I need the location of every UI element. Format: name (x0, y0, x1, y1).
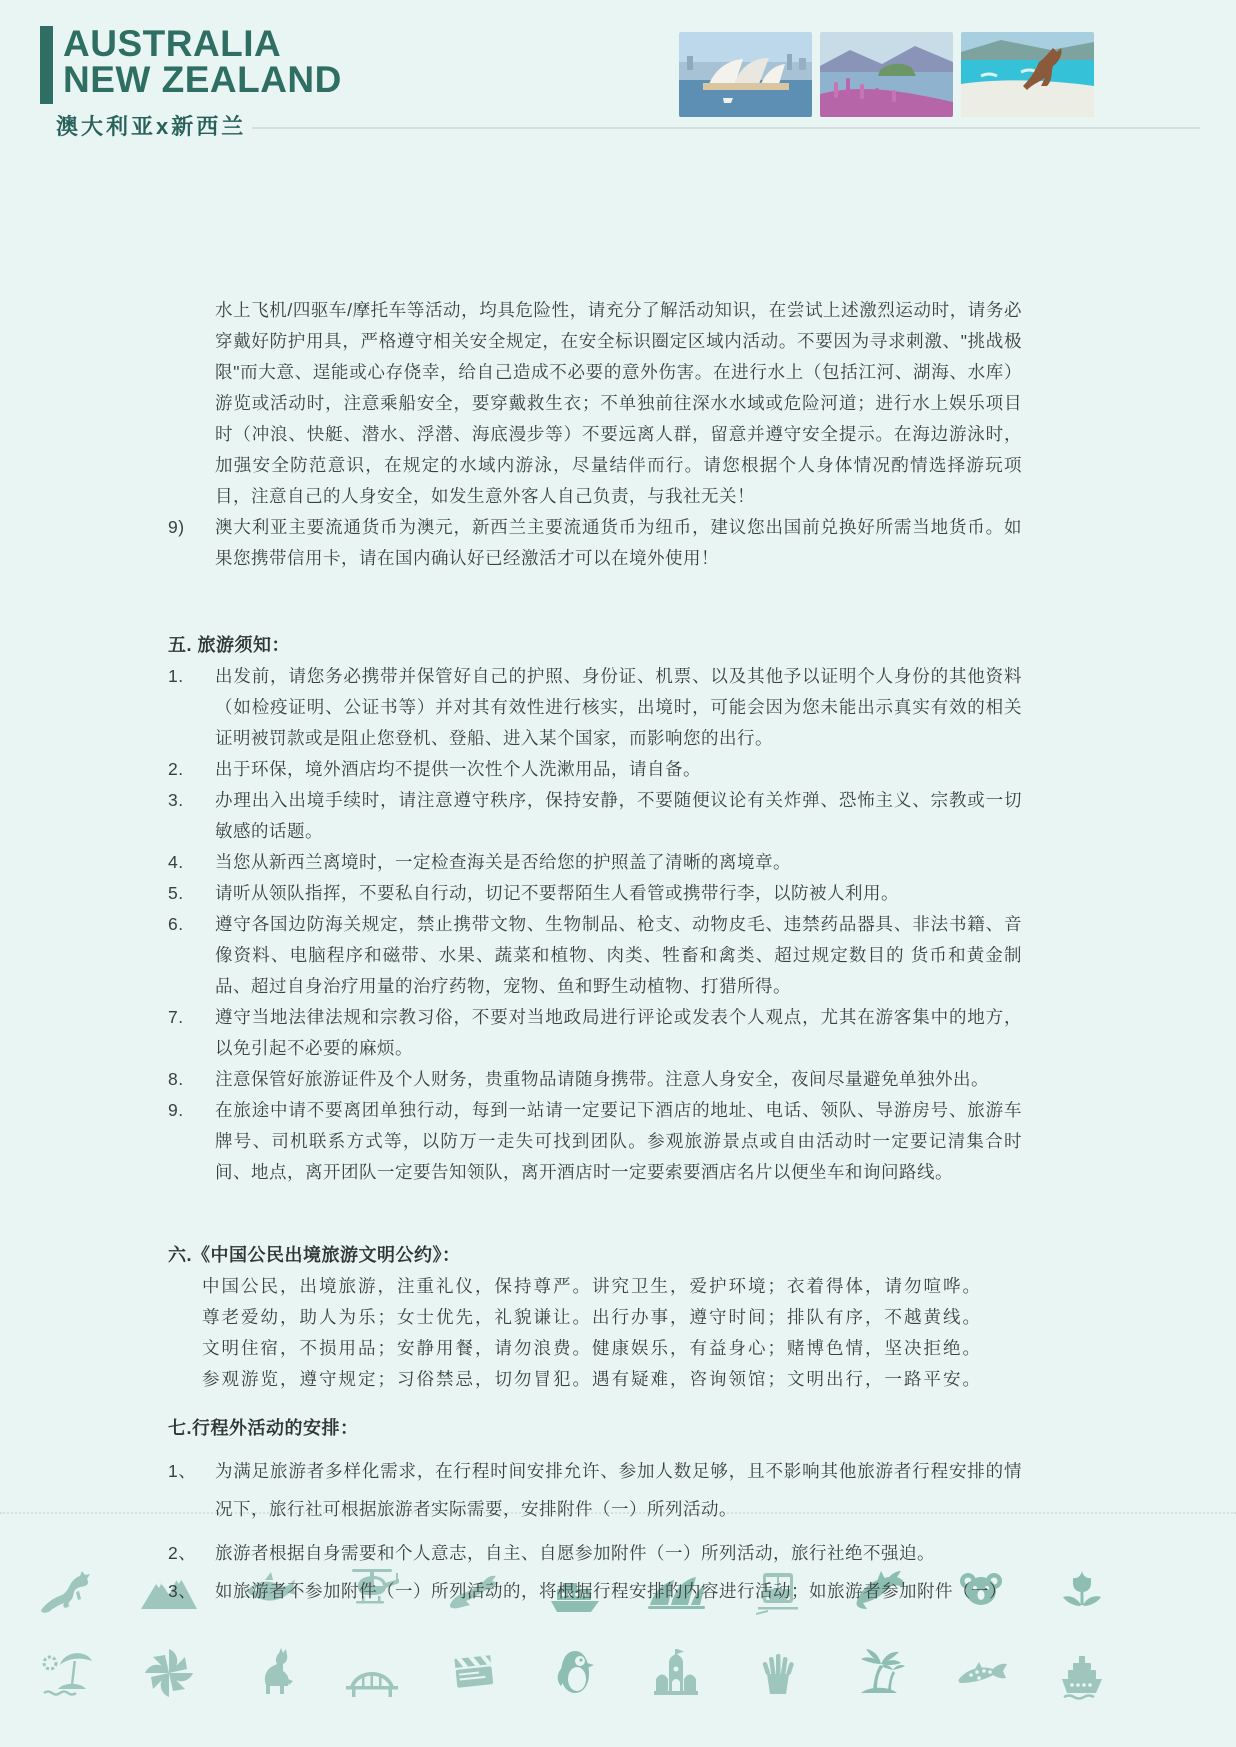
list-item-currency (168, 512, 1022, 574)
list-item (168, 1095, 1022, 1188)
list-number: 8. (168, 1069, 184, 1089)
convention-line: 参观游览，遵守规定；习俗禁忌，切勿冒犯。遇有疑难，咨询领馆；文明出行，一路平安。 (202, 1369, 982, 1389)
clapperboard-icon (438, 1638, 510, 1708)
beach-umbrella-icon (32, 1638, 104, 1708)
brand-logo (40, 23, 342, 104)
list-text: 出发前，请您务必携带并保管好自己的护照、身份证、机票、以及其他予以证明个人身份的其他资料（如检疫证明、公证书等）并对其有效性进行核实，出境时，可能会因为您未能出示真实有效的相关证明被罚款或是阻止您登机、登船、进入某个国家，而影响您的出行。 (215, 666, 1022, 748)
kangaroo-beach-photo (961, 32, 1094, 117)
convention-line: 中国公民，出境旅游，注重礼仪，保持尊严。讲究卫生，爱护环境；衣着得体，请勿喧哗。 (202, 1276, 982, 1296)
header-divider (252, 127, 1200, 129)
list-item (168, 1064, 1022, 1095)
convention-line: 文明住宿，不损用品；安静用餐，请勿浪费。健康娱乐，有益身心；赌博色情，坚决拒绝。 (202, 1338, 982, 1358)
list-number: 9) (168, 517, 185, 537)
lake-lupins-photo (820, 32, 953, 117)
logo-bar (40, 26, 53, 104)
convention-line: 尊老爱幼，助人为乐；女士优先，礼貌谦让。出行办事，遵守时间；排队有序，不越黄线。 (202, 1307, 982, 1327)
list-text: 注意保管好旅游证件及个人财务，贵重物品请随身携带。注意人身安全，夜间尽量避免单独外出。 (215, 1069, 989, 1089)
list-text: 为满足旅游者多样化需求，在行程时间安排允许、参加人数足够，且不影响其他旅游者行程安排的情况下，旅行社可根据旅游者实际需要，安排附件（一）所列活动。 (215, 1461, 1022, 1519)
list-item (168, 661, 1022, 754)
list-item (168, 847, 1022, 878)
kangaroo-icon (32, 1556, 104, 1626)
list-item (168, 909, 1022, 1002)
list-text: 出于环保，境外酒店均不提供一次性个人洗漱用品，请自备。 (215, 759, 701, 779)
list-item (168, 1534, 1022, 1572)
list-number: 1. (168, 666, 184, 686)
header-photos (679, 32, 1094, 117)
list-text: 旅游者根据自身需要和个人意志，自主、自愿参加附件（一）所列活动，旅行社绝不强迫。 (215, 1543, 935, 1563)
list-text: 当您从新西兰离境时，一定检查海关是否给您的护照盖了清晰的离境章。 (215, 852, 791, 872)
palm-island-icon (843, 1638, 915, 1708)
list-item (168, 1452, 1022, 1528)
cruise-ship-icon (1046, 1638, 1118, 1708)
intro-paragraph: 水上飞机/四驱车/摩托车等活动，均具危险性，请充分了解活动知识，在尝试上述激烈运动时，请务必穿戴好防护用具，严格遵守相关安全规定，在安全标识圈定区域内活动。不要因为寻求刺激、"挑战极限"而大意、逞能或心存侥幸，给自己造成不必要的意外伤害。在进行水上（包括江河、湖海、水库）游览或活动时，注意乘船安全，要穿戴救生衣；不单独前往深水水域或危险河道；进行水上娱乐项目时（冲浪、快艇、潜水、浮潜、海底漫步等）不要远离人群，留意并遵守安全提示。在海边游泳时，加强安全防范意识，在规定的水域内游泳，尽量结伴而行。请您根据个人身体情况酌情选择游玩项目，注意自己的人身安全，如发生意外客人自己负责，与我社无关！ (215, 300, 1022, 506)
list-number: 3、 (168, 1581, 197, 1601)
sydney-opera-house-photo (679, 32, 812, 117)
list-text: 澳大利亚主要流通货币为澳元，新西兰主要流通货币为纽币，建议您出国前兑换好所需当地货币。如果您携带信用卡，请在国内确认好已经激活才可以在境外使用！ (215, 517, 1022, 568)
logo-line1: AUSTRALIA (63, 23, 282, 64)
pinwheel-icon (133, 1638, 205, 1708)
section6-heading: 六.《中国公民出境旅游文明公约》： (168, 1245, 461, 1265)
penguin-icon (539, 1638, 611, 1708)
list-item (168, 785, 1022, 847)
logo-text (63, 23, 342, 104)
list-item (168, 1002, 1022, 1064)
list-text: 办理出入出境手续时，请注意遵守秩序，保持安静，不要随便议论有关炸弹、恐怖主义、宗教或一切敏感的话题。 (215, 790, 1022, 841)
section5-heading: 五. 旅游须知： (168, 635, 291, 655)
list-number: 9. (168, 1100, 184, 1120)
list-number: 1、 (168, 1461, 197, 1481)
document-body (168, 295, 1022, 1610)
list-text: 在旅途中请不要离团单独行动，每到一站请一定要记下酒店的地址、电话、领队、导游房号、旅游车牌号、司机联系方式等，以防万一走失可找到团队。参观旅游景点或自由活动时一定要记清集合时间、地点，离开团队一定要告知领队，离开酒店时一定要索要酒店名片以便坐车和询问路线。 (215, 1100, 1022, 1182)
logo-subtitle: 澳大利亚x新西兰 (56, 114, 247, 139)
list-item (168, 754, 1022, 785)
list-item (168, 1572, 1022, 1610)
church-icon (640, 1638, 712, 1708)
list-text: 遵守各国边防海关规定，禁止携带文物、生物制品、枪支、动物皮毛、违禁药品器具、非法书籍、音像资料、电脑程序和磁带、水果、蔬菜和植物、肉类、牲畜和禽类、超过规定数目的 货币和黄金制品、超过自身治疗用量的治疗药物，宠物、鱼和野生动植物、打猎所得。 (215, 914, 1022, 996)
list-number: 2. (168, 759, 184, 779)
logo-line2: NEW ZEALAND (63, 59, 342, 101)
list-number: 3. (168, 790, 184, 810)
llama-icon (235, 1638, 307, 1708)
bridge-icon (336, 1638, 408, 1708)
list-text: 请听从领队指挥，不要私自行动，切记不要帮陌生人看管或携带行李，以防被人利用。 (215, 883, 899, 903)
spotted-fish-icon (945, 1638, 1017, 1708)
list-number: 5. (168, 883, 184, 903)
section7-heading: 七.行程外活动的安排： (168, 1418, 359, 1438)
french-fries-icon (742, 1638, 814, 1708)
list-number: 4. (168, 852, 184, 872)
list-item (168, 878, 1022, 909)
footer-icons-row2 (0, 1638, 1236, 1708)
list-number: 2、 (168, 1543, 197, 1563)
list-number: 7. (168, 1007, 184, 1027)
tulip-icon (1046, 1556, 1118, 1626)
list-text: 遵守当地法律法规和宗教习俗，不要对当地政局进行评论或发表个人观点，尤其在游客集中的地方，以免引起不必要的麻烦。 (215, 1007, 1022, 1058)
list-text: 如旅游者不参加附件（一）所列活动的，将根据行程安排的内容进行活动；如旅游者参加附件（一） (215, 1581, 1007, 1601)
list-number: 6. (168, 914, 184, 934)
